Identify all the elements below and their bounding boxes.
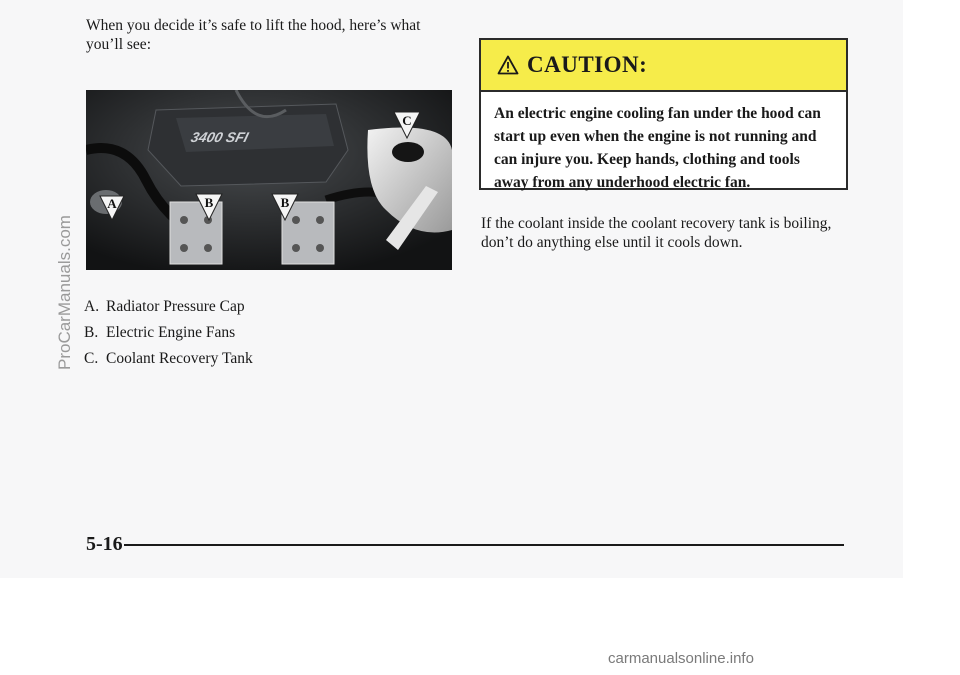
engine-compartment-photo	[86, 90, 452, 270]
warning-triangle-icon	[497, 55, 519, 75]
svg-text:B: B	[280, 195, 290, 210]
legend-item: A. Radiator Pressure Cap	[84, 298, 245, 315]
footer-rule	[124, 544, 844, 546]
engine-photo-illustration	[86, 90, 452, 270]
side-watermark: ProCarManuals.com	[55, 215, 74, 370]
intro-text: When you decide it’s safe to lift the hood, here’s what you’ll see:	[86, 17, 421, 53]
engine-badge-text: 3400 SFI	[189, 130, 250, 146]
coolant-boiling-text: If the coolant inside the coolant recovery tank is boiling, don’t do anything else until it cools down.	[481, 215, 832, 251]
svg-text:A: A	[107, 196, 117, 211]
caution-box	[479, 38, 848, 190]
page-number: 5-16	[86, 533, 123, 555]
svg-text:B: B	[204, 195, 214, 210]
legend-item: B. Electric Engine Fans	[84, 324, 236, 341]
caution-header	[481, 40, 846, 92]
bottom-watermark: carmanualsonline.info	[608, 650, 754, 667]
legend-item: C. Coolant Recovery Tank	[84, 350, 253, 367]
caution-title: CAUTION:	[527, 52, 648, 77]
caution-body: An electric engine cooling fan under the hood can start up even when the engine is not running and can injure you. Keep hands, clothing and tools away from any underhood electric fan.	[494, 105, 821, 191]
photo-legend	[84, 294, 253, 372]
svg-text:C: C	[402, 113, 412, 128]
